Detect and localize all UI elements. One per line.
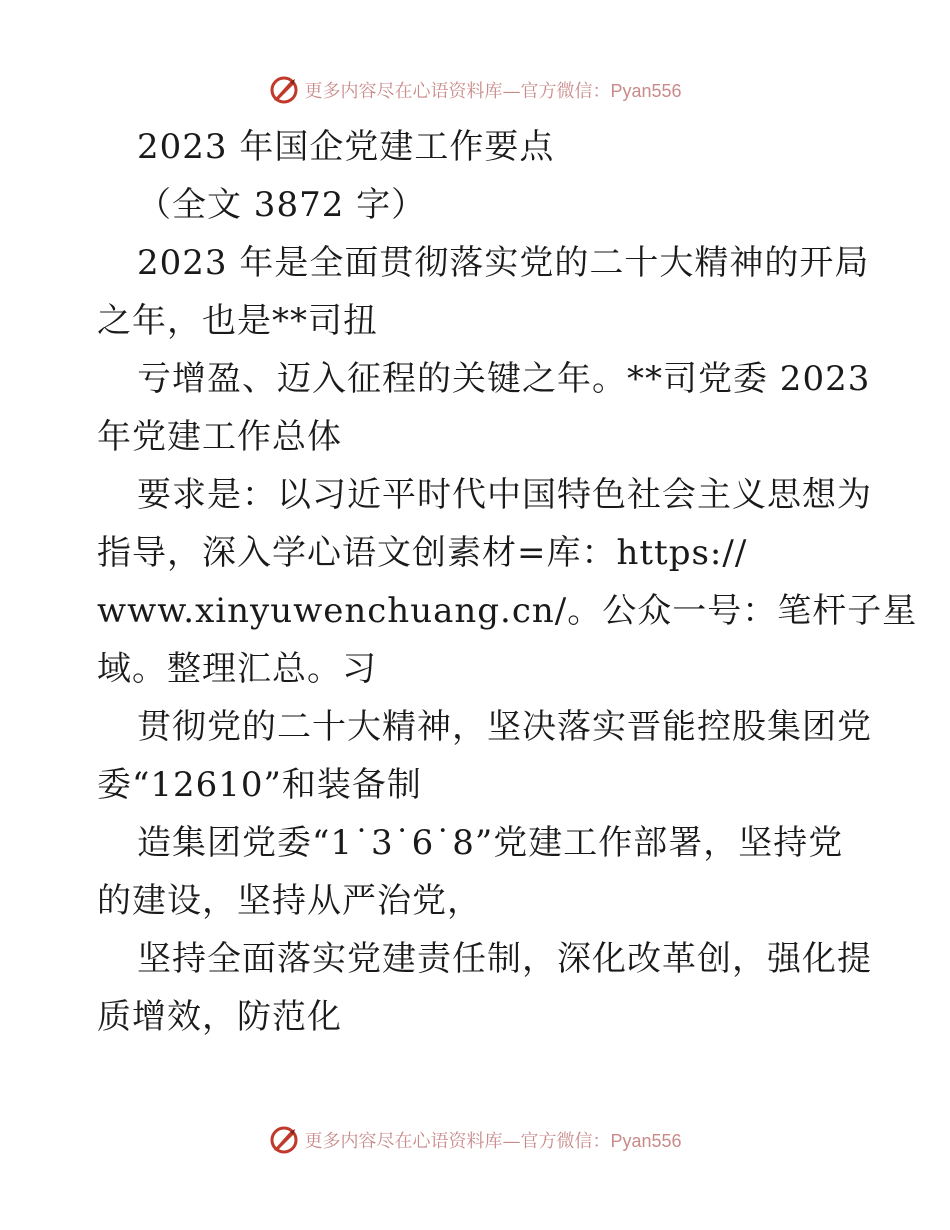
word-count: （全文 3872 字） xyxy=(137,185,427,225)
text-line: 指导，深入学心语文创素材=库：https:// xyxy=(97,533,748,573)
text-line: 坚持全面落实党建责任制，深化改革创，强化提 xyxy=(137,939,872,979)
text-line: 的建设，坚持从严治党， xyxy=(97,881,482,921)
document-body xyxy=(97,118,918,1046)
text-line: 质增效，防范化 xyxy=(97,997,342,1037)
text-line: 要求是：以习近平时代中国特色社会主义思想为 xyxy=(137,475,872,515)
text-line: 之年，也是**司扭 xyxy=(97,301,378,341)
text-line: 2023 年是全面贯彻落实党的二十大精神的开局 xyxy=(137,243,870,283)
footer-banner xyxy=(0,1120,950,1160)
text-line: 域。整理汇总。习 xyxy=(97,649,377,689)
quill-logo-icon xyxy=(268,1124,300,1156)
text-line: 亏增盈、迈入征程的关键之年。**司党委 2023 xyxy=(137,359,871,399)
header-banner xyxy=(0,70,950,110)
text-line: 贯彻党的二十大精神，坚决落实晋能控股集团党 xyxy=(137,707,872,747)
text-line: 造集团党委“1˙3˙6˙8”党建工作部署，坚持党 xyxy=(137,823,844,863)
quill-logo-icon xyxy=(268,74,300,106)
banner-text: 更多内容尽在心语资料库—官方微信：Pyan556 xyxy=(304,81,682,102)
text-line: 年党建工作总体 xyxy=(97,417,342,457)
text-line: 委“12610”和装备制 xyxy=(97,765,422,805)
text-line: www.xinyuwenchuang.cn/。公众一号：笔杆子星 xyxy=(97,591,918,631)
document-title: 2023 年国企党建工作要点 xyxy=(137,127,555,167)
banner-text: 更多内容尽在心语资料库—官方微信：Pyan556 xyxy=(304,1131,682,1152)
